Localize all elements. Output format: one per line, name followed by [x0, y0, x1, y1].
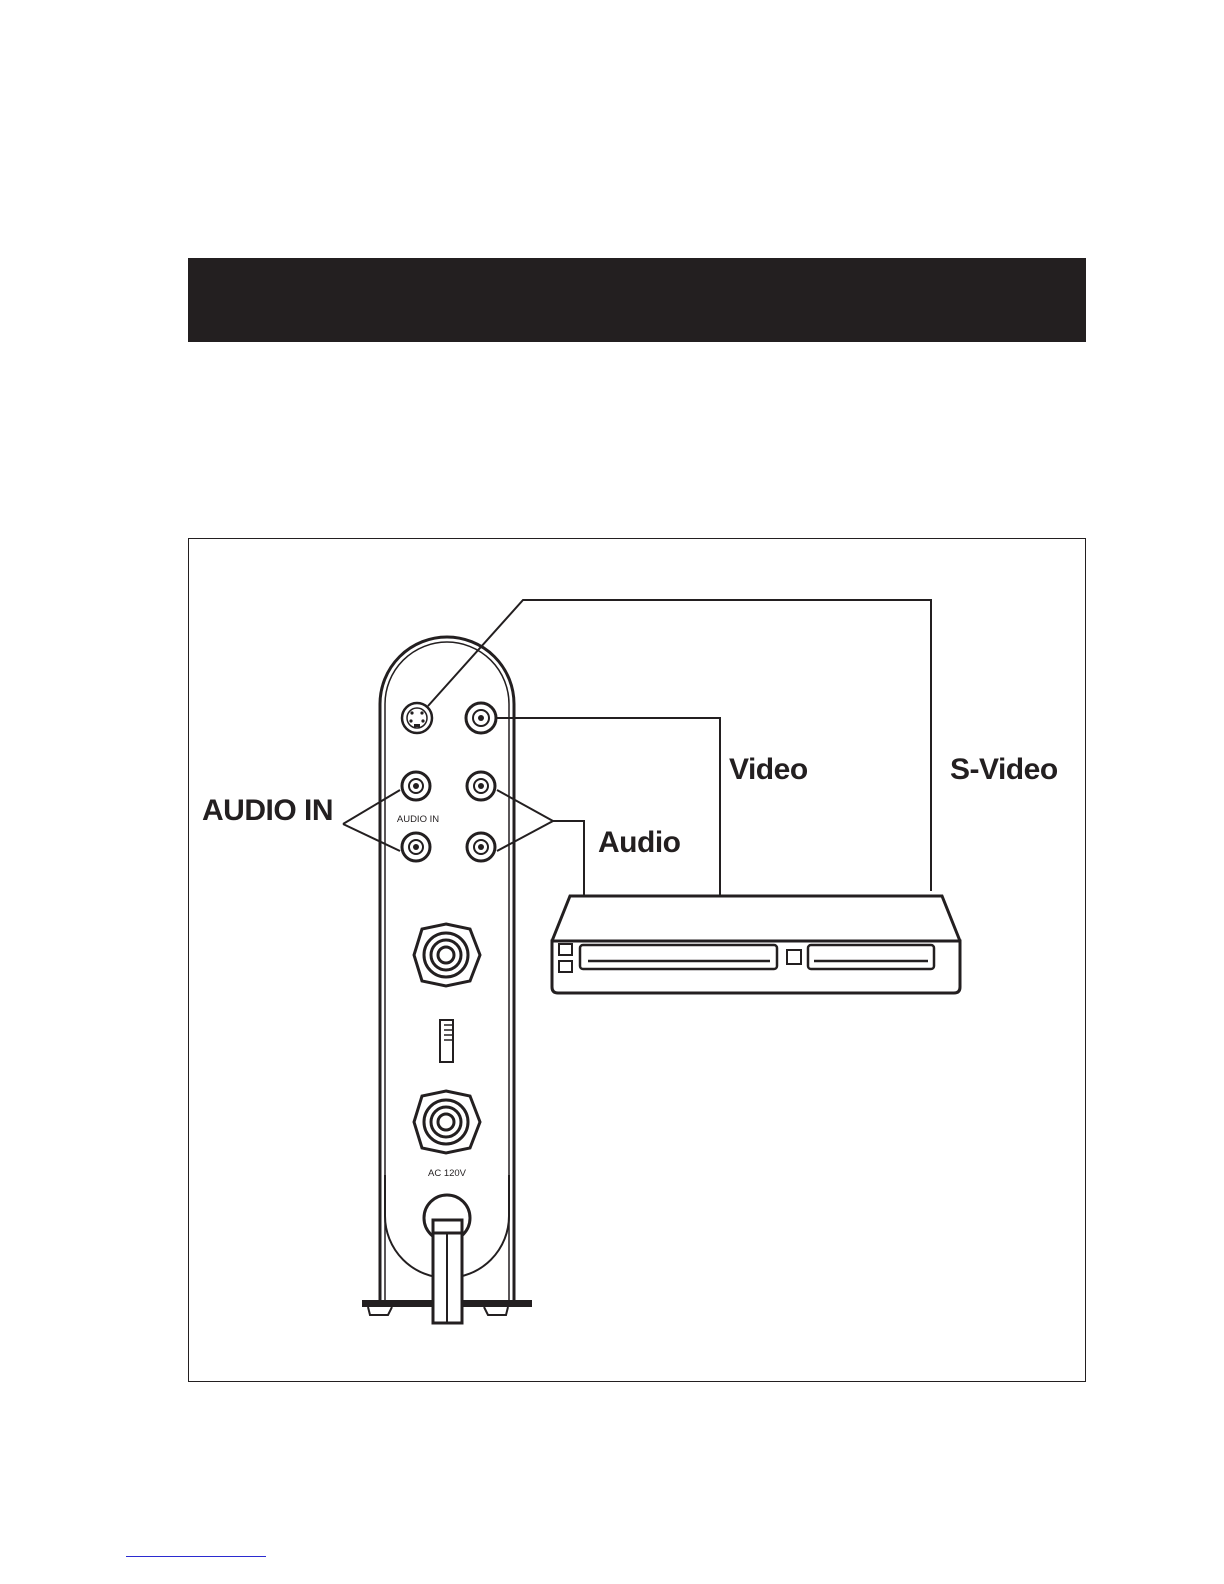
- audio-jack-top-right: [467, 772, 495, 800]
- video-label: Video: [729, 753, 808, 786]
- footer-link-underline[interactable]: [126, 1556, 266, 1557]
- tower-unit: [362, 637, 532, 1323]
- coax-connector-icon-bottom: [414, 1091, 480, 1153]
- video-rca-jack-icon: [466, 703, 496, 733]
- audio-in-pointer-top: [343, 790, 400, 824]
- audio-in-jack-bottom-left: [402, 833, 430, 861]
- tower-foot-left: [368, 1307, 392, 1315]
- s-video-label: S-Video: [950, 753, 1058, 786]
- dvd-center-button: [787, 950, 801, 964]
- dvd-tray-right: [808, 945, 934, 969]
- tower-foot-right: [484, 1307, 508, 1315]
- audio-label: Audio: [598, 826, 681, 859]
- dvd-button-bottom: [559, 961, 572, 972]
- dvd-player-icon: [552, 896, 960, 993]
- dvd-player-top: [552, 896, 960, 941]
- power-label: AC 120V: [427, 1168, 467, 1179]
- audio-jack-bottom-right: [467, 833, 495, 861]
- dvd-button-top: [559, 944, 572, 955]
- dvd-player-body: [552, 941, 960, 993]
- audio-cable-top-branch: [497, 790, 553, 821]
- audio-in-pointer-bottom: [343, 824, 400, 851]
- audio-cable: [553, 821, 584, 896]
- audio-in-label: AUDIO IN: [202, 794, 333, 827]
- slide-switch-icon: [440, 1020, 453, 1062]
- audio-in-jack-top-left: [402, 772, 430, 800]
- coax-connector-icon-top: [414, 924, 480, 986]
- s-video-jack-icon: [402, 703, 432, 733]
- dvd-tray-left: [580, 945, 777, 969]
- audio-cable-bottom-branch: [497, 821, 553, 851]
- audio-in-panel-label: AUDIO IN: [396, 814, 440, 825]
